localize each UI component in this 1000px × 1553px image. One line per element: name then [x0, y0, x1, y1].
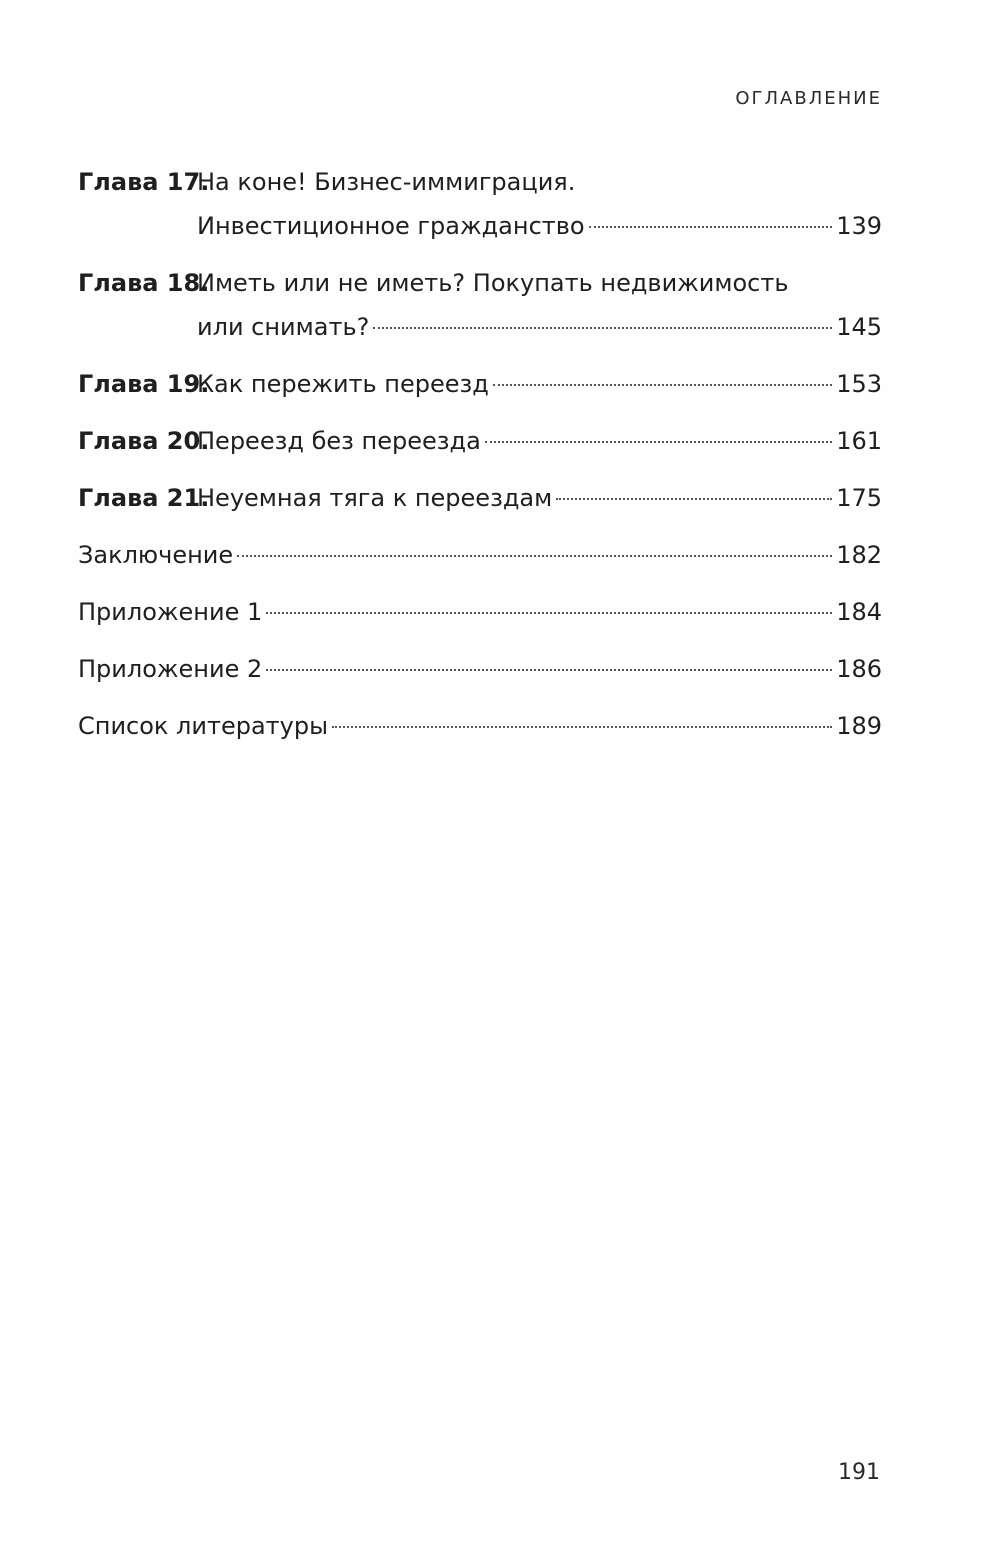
chapter-label: Глава 19.: [78, 370, 210, 398]
entry-title-line: Неуемная тяга к переездам: [197, 484, 553, 512]
page-number: 153: [836, 370, 882, 398]
dot-leader: [266, 669, 832, 671]
entry-title-line: Иметь или не иметь? Покупать недвижимость: [197, 269, 789, 297]
toc-entry-bibliography: [78, 704, 882, 748]
chapter-label: Глава 21.: [78, 484, 210, 512]
entry-title-line: Приложение 1: [78, 598, 263, 626]
entry-title-line: Заключение: [78, 541, 234, 569]
entry-title-line: На коне! Бизнес-иммиграция.: [197, 168, 576, 196]
table-of-contents: [78, 160, 882, 761]
toc-entry-chapter-21: [78, 476, 882, 520]
chapter-label: Глава 18.: [78, 269, 210, 297]
entry-title-line: Список литературы: [78, 712, 329, 740]
page-number: 175: [836, 484, 882, 512]
dot-leader: [556, 498, 832, 500]
entry-title-line: Переезд без переезда: [197, 427, 481, 455]
page-folio: 191: [838, 1460, 880, 1485]
dot-leader: [493, 384, 832, 386]
dot-leader: [589, 226, 833, 228]
entry-title-line: Инвестиционное гражданство: [197, 212, 585, 240]
entry-title-line: Как пережить переезд: [197, 370, 489, 398]
toc-entry-chapter-19: [78, 362, 882, 406]
toc-entry-chapter-18: [78, 261, 882, 349]
dot-leader: [237, 555, 832, 557]
toc-entry-chapter-17: [78, 160, 882, 248]
chapter-label: Глава 17.: [78, 168, 210, 196]
dot-leader: [373, 327, 832, 329]
toc-entry-appendix-1: [78, 590, 882, 634]
toc-entry-appendix-2: [78, 647, 882, 691]
dot-leader: [266, 612, 832, 614]
dot-leader: [485, 441, 832, 443]
page-number: 145: [836, 313, 882, 341]
page-number: 189: [836, 712, 882, 740]
running-head: ОГЛАВЛЕНИЕ: [735, 88, 882, 109]
page-number: 184: [836, 598, 882, 626]
toc-entry-chapter-20: [78, 419, 882, 463]
dot-leader: [332, 726, 832, 728]
page-number: 182: [836, 541, 882, 569]
chapter-label: Глава 20.: [78, 427, 210, 455]
page-number: 161: [836, 427, 882, 455]
entry-title-line: Приложение 2: [78, 655, 263, 683]
entry-title-line: или снимать?: [197, 313, 370, 341]
toc-entry-conclusion: [78, 533, 882, 577]
page-number: 139: [836, 212, 882, 240]
page-number: 186: [836, 655, 882, 683]
